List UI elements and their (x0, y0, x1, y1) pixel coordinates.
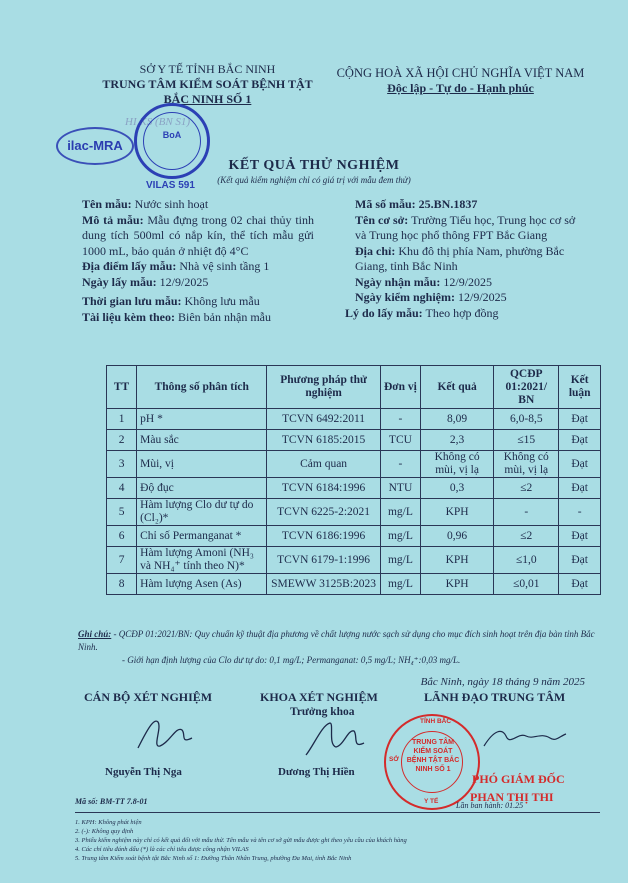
table-header-row (107, 366, 601, 409)
sample-name-label: Tên mẫu: (82, 197, 132, 211)
cell-unit: NTU (380, 478, 420, 499)
cell-limit: ≤0,01 (494, 574, 559, 595)
table-row (107, 547, 601, 574)
national-header (318, 66, 603, 96)
col-header-method: Phương pháp thử nghiệm (267, 366, 381, 409)
cell-result: KPH (420, 499, 493, 526)
cell-unit: mg/L (380, 526, 420, 547)
leader-signature-icon (480, 722, 570, 758)
table-row (107, 478, 601, 499)
location-value: Nhà vệ sinh tầng 1 (179, 259, 270, 273)
cell-conclusion: Đạt (559, 451, 601, 478)
cell-method: TCVN 6225-2:2021 (267, 499, 381, 526)
cell-method: SMEWW 3125B:2023 (267, 574, 381, 595)
cell-unit: mg/L (380, 574, 420, 595)
cell-tt: 1 (107, 409, 137, 430)
cell-unit: - (380, 451, 420, 478)
table-row (107, 574, 601, 595)
cell-unit: mg/L (380, 547, 420, 574)
cell-result: 0,3 (420, 478, 493, 499)
facility-label: Tên cơ sở: (355, 212, 409, 227)
cell-param: Hàm lượng Amoni (NH₃ và NH₄⁺ tính theo N)* (137, 547, 267, 574)
motto-line: Độc lập - Tự do - Hạnh phúc (387, 81, 534, 95)
tester-name: Nguyễn Thị Nga (105, 766, 182, 778)
ministry-line: SỞ Y TẾ TỈNH BẮC NINH (139, 62, 276, 76)
footer-line-4: 4. Các chỉ tiêu đánh dấu (*) là các chỉ tiêu được công nhận VILAS (75, 846, 249, 853)
cell-tt: 5 (107, 499, 137, 526)
sample-info-right (345, 197, 587, 321)
footer-line-3: 3. Phiếu kiểm nghiệm này chỉ có kết quả đối với mẫu thử. Tên mẫu và tên cơ sở gửi mẫu được ghi theo yêu cầu của khách hàng (75, 837, 407, 844)
sample-info-left (82, 197, 314, 325)
issue-number: Lần ban hành: 01.25 (456, 801, 524, 810)
cell-conclusion: Đạt (559, 409, 601, 430)
footer-line-5: 5. Trung tâm Kiểm soát bệnh tật Bắc Ninh số 1: Đường Thân Nhân Trung, phường Đa Mai, tỉnh Bắc Ninh (75, 855, 352, 862)
cell-limit: 6,0-8,5 (494, 409, 559, 430)
col-header-result: Kết quả (420, 366, 493, 409)
cell-result: KPH (420, 574, 493, 595)
center-line-2: BẮC NINH SỐ 1 (163, 92, 252, 106)
official-stamp (384, 714, 480, 810)
cell-tt: 8 (107, 574, 137, 595)
location-label: Địa điểm lấy mẫu: (82, 259, 177, 273)
sampling-date-value: 12/9/2025 (159, 274, 209, 289)
country-line: CỘNG HOÀ XÃ HỘI CHỦ NGHĨA VIỆT NAM (336, 66, 585, 80)
table-row (107, 526, 601, 547)
center-line: TRUNG TÂM KIỂM SOÁT BỆNH TẬT (102, 77, 313, 91)
ilac-mra-logo: ilac-MRA (56, 127, 134, 165)
received-value: 12/9/2025 (443, 274, 493, 289)
cell-limit: ≤15 (494, 430, 559, 451)
cell-param: Hàm lượng Asen (As) (137, 574, 267, 595)
tested-value: 12/9/2025 (458, 290, 507, 304)
cell-result: KPH (420, 547, 493, 574)
desc-value: Mẫu đựng trong 02 chai thủy tinh dung tích 500ml có nắp kín, thể tích mẫu gửi 1000 mL, bảo quản ở nhiệt độ 4°C (82, 212, 314, 258)
note-2: - Giới hạn định lượng của Clo dư tự do: 0,1 mg/L; Permanganat: 0,5 mg/L; NH₄⁺:0,03 mg/L. (122, 655, 461, 665)
cell-result: 2,3 (420, 430, 493, 451)
form-code: Mã số: BM-TT 7.8-01 (75, 797, 148, 806)
address-value: Khu đô thị phía Nam, phường Bắc Giang, tỉnh Bắc Ninh (355, 243, 565, 273)
dept-name: Dương Thị Hiền (278, 766, 355, 778)
leader-name: PHAN THỊ THI (470, 790, 554, 804)
footer-notes (75, 818, 605, 863)
sampling-date-label: Ngày lấy mẫu: (82, 274, 157, 289)
boa-logo-text: BoA (162, 130, 182, 140)
cell-param: Chỉ số Permanganat * (137, 526, 267, 547)
cell-conclusion: Đạt (559, 478, 601, 499)
cell-method: TCVN 6186:1996 (267, 526, 381, 547)
cell-conclusion: Đạt (559, 430, 601, 451)
cell-tt: 2 (107, 430, 137, 451)
dept-title: KHOA XÉT NGHIỆM (260, 690, 378, 704)
faint-watermark: HI KS (BN S1) (125, 116, 191, 128)
cell-tt: 7 (107, 547, 137, 574)
cell-limit: ≤2 (494, 478, 559, 499)
stamp-text: TRUNG TÂM KIỂM SOÁT BỆNH TẬT BẮC NINH SỐ 1 (406, 739, 460, 773)
cell-result: 8,09 (420, 409, 493, 430)
cell-limit: ≤1,0 (494, 547, 559, 574)
cell-param: Độ đục (137, 478, 267, 499)
footer-line-2: 2. (-): Không quy định (75, 828, 134, 835)
storage-label: Thời gian lưu mẫu: (82, 294, 182, 308)
notes-label: Ghi chú: (78, 629, 112, 639)
leader-role: PHÓ GIÁM ĐỐC (472, 772, 565, 786)
stamp-ring-bottom: Y TẾ (424, 798, 439, 805)
cell-unit: TCU (380, 430, 420, 451)
table-row (107, 409, 601, 430)
sample-no-label: Mã số mẫu: (355, 197, 416, 211)
footer-line-1: 1. KPH: Không phát hiện (75, 819, 142, 826)
cell-tt: 6 (107, 526, 137, 547)
cell-method: TCVN 6184:1996 (267, 478, 381, 499)
col-header-conclusion: Kết luận (559, 366, 601, 409)
cell-unit: - (380, 409, 420, 430)
cell-limit: Không có mùi, vị lạ (494, 451, 559, 478)
cell-result: Không có mùi, vị lạ (420, 451, 493, 478)
results-table (106, 365, 601, 595)
footer-divider (75, 812, 600, 813)
document-subtitle: (Kết quả kiểm nghiệm chỉ có giá trị với mẫu đem thử) (217, 175, 411, 185)
cell-limit: - (494, 499, 559, 526)
reason-value: Theo hợp đồng (425, 305, 499, 320)
col-header-unit: Đơn vị (380, 366, 420, 409)
cell-conclusion: Đạt (559, 526, 601, 547)
cell-result: 0,96 (420, 526, 493, 547)
storage-value: Không lưu mẫu (184, 294, 260, 308)
tester-title: CÁN BỘ XÉT NGHIỆM (84, 690, 213, 704)
cell-method: Cảm quan (267, 451, 381, 478)
cell-method: TCVN 6179-1:1996 (267, 547, 381, 574)
desc-label: Mô tả mẫu: (82, 212, 144, 227)
address-label: Địa chỉ: (355, 243, 396, 258)
cell-tt: 4 (107, 478, 137, 499)
attachment-label: Tài liệu kèm theo: (82, 309, 175, 324)
col-header-tt: TT (107, 366, 137, 409)
stamp-ring-left: SỞ (389, 756, 399, 763)
place-date: Bắc Ninh, ngày 18 tháng 9 năm 2025 (420, 676, 585, 688)
cell-conclusion: - (559, 499, 601, 526)
cell-tt: 3 (107, 451, 137, 478)
reason-label: Lý do lấy mẫu: (345, 305, 423, 320)
cell-method: TCVN 6185:2015 (267, 430, 381, 451)
dept-signature-icon (300, 715, 370, 765)
notes-block (78, 628, 608, 667)
facility-value: Trường Tiểu học, Trung học cơ sở và Trung học phổ thông FPT Bắc Giang (355, 212, 576, 242)
table-row (107, 430, 601, 451)
agency-header (75, 62, 340, 107)
col-header-param: Thông số phân tích (137, 366, 267, 409)
table-row (107, 499, 601, 526)
cell-method: TCVN 6492:2011 (267, 409, 381, 430)
col-header-limit: QCĐP 01:2021/ BN (494, 366, 559, 409)
cell-param: pH * (137, 409, 267, 430)
cell-limit: ≤2 (494, 526, 559, 547)
cell-conclusion: Đạt (559, 547, 601, 574)
tested-label: Ngày kiểm nghiệm: (355, 290, 455, 304)
table-row (107, 451, 601, 478)
received-label: Ngày nhận mẫu: (355, 274, 441, 289)
cell-param: Hàm lượng Clo dư tự do (Cl₂)* (137, 499, 267, 526)
dept-subtitle: Trưởng khoa (290, 706, 355, 718)
cell-conclusion: Đạt (559, 574, 601, 595)
tester-signature-icon (130, 708, 200, 758)
leader-title: LÃNH ĐẠO TRUNG TÂM (424, 690, 566, 704)
cell-param: Mùi, vị (137, 451, 267, 478)
sample-name-value: Nước sinh hoạt (134, 197, 209, 211)
cell-unit: mg/L (380, 499, 420, 526)
attachment-value: Biên bản nhận mẫu (178, 309, 271, 324)
stamp-ring-top: TỈNH BẮC (420, 718, 452, 725)
cell-param: Màu sắc (137, 430, 267, 451)
sample-no-value: 25.BN.1837 (418, 197, 478, 211)
document-title: KẾT QUẢ THỬ NGHIỆM (228, 158, 400, 173)
vilas-number: VILAS 591 (146, 180, 195, 191)
note-1: - QCĐP 01:2021/BN: Quy chuẩn kỹ thuật địa phương về chất lượng nước sạch sử dụng cho mục đích sinh hoạt trên địa bàn tỉnh Bắc Ninh. (78, 629, 595, 652)
